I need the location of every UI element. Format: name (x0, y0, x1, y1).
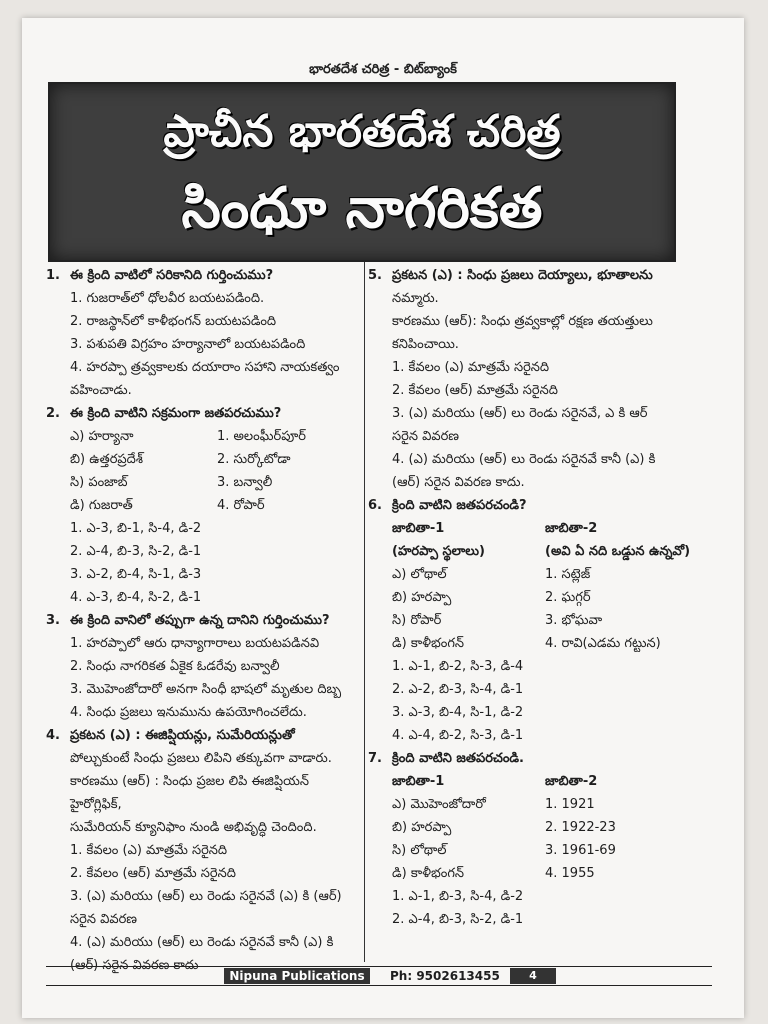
match-row (368, 563, 698, 586)
question-1 (46, 264, 364, 287)
left-column (46, 264, 364, 977)
match-right: 3. బన్వాలీ (217, 475, 273, 490)
option: 4. హరప్పా త్రవ్వకాలకు దయారాం సహాని నాయకత్వం (70, 360, 340, 375)
question-number: 5. (368, 268, 382, 283)
publisher-name: Nipuna Publications (224, 968, 370, 984)
question-text: క్రింది వాటిని జతపరచండి. (392, 751, 524, 766)
option: 4. (ఎ) మరియు (ఆర్) లు రెండు సరైనవే కానీ (ఎ) కి (70, 935, 334, 950)
option: 1. ఎ-3, బి-1, సి-4, డి-2 (70, 521, 202, 536)
option: 2. ఎ-4, బి-3, సి-2, డి-1 (392, 912, 524, 927)
column-divider (364, 262, 365, 962)
option-continuation: (ఆర్) సరైన వివరణ కాదు. (392, 475, 525, 490)
option: 1. ఎ-1, బి-2, సి-3, డి-4 (392, 659, 524, 674)
right-column (368, 264, 698, 931)
option-continuation: వహించాడు. (70, 383, 132, 398)
question-number: 2. (46, 406, 60, 421)
list-1-subheading: (హరప్పా స్థలాలు) (392, 544, 485, 559)
list-1-heading: జాబితా-1 (392, 521, 445, 536)
match-row (46, 425, 364, 448)
match-left: సి) పంజాబ్ (70, 475, 128, 490)
match-right: 2. ఘగ్గర్ (545, 590, 591, 605)
match-right: 3. 1961-69 (545, 843, 616, 858)
match-row (368, 816, 698, 839)
list-2-subheading: (అవి ఏ నది ఒడ్డున ఉన్నవో) (545, 544, 691, 559)
match-left: బి) ఉత్తరప్రదేశ్ (70, 452, 143, 467)
question-text: ప్రకటన (ఎ) : సింధు ప్రజలు దెయ్యాలు, భూతాలను (392, 268, 653, 283)
match-left: బి) హరప్పా (392, 590, 452, 605)
match-row (368, 793, 698, 816)
match-right: 2. సుర్కోటోడా (217, 452, 291, 467)
question-number: 3. (46, 613, 60, 628)
option: 1. కేవలం (ఎ) మాత్రమే సరైనది (70, 843, 228, 858)
option: 2. రాజస్థాన్‌లో కాళీభంగన్ బయటపడింది (70, 314, 277, 329)
match-right: 2. 1922-23 (545, 820, 616, 835)
list-2-heading: జాబితా-2 (545, 521, 598, 536)
question-3 (46, 609, 364, 632)
match-left: ఎ) మొహెంజోదారో (392, 797, 486, 812)
option: 2. సింధు నాగరికత ఏకైక ఓడరేవు బన్వాలీ (70, 659, 280, 674)
match-row (368, 862, 698, 885)
match-right: 4. రోపార్ (217, 498, 265, 513)
match-row (46, 448, 364, 471)
textbook-page (22, 18, 744, 1018)
option: 1. ఎ-1, బి-3, సి-4, డి-2 (392, 889, 524, 904)
match-right: 4. రావి(ఎడమ గట్టున) (545, 636, 661, 651)
phone-number: Ph: 9502613455 (390, 969, 500, 983)
question-text-line: కనిపించాయి. (392, 337, 459, 352)
match-row (368, 609, 698, 632)
match-left: ఎ) హర్యానా (70, 429, 134, 444)
question-text: ఈ క్రింది వానిలో తప్పుగా ఉన్న దానిని గుర్తించుము? (70, 613, 330, 628)
question-text-line: సుమేరియన్ క్యూనిఫాం నుండి అభివృద్ధి చెందింది. (70, 820, 317, 835)
question-5 (368, 264, 698, 287)
question-text: ఈ క్రింది వాటిని సక్రమంగా జతపరచుము? (70, 406, 282, 421)
option: 4. సింధు ప్రజలు ఇనుమును ఉపయోగించలేదు. (70, 705, 307, 720)
match-left: డి) గుజరాత్ (70, 498, 133, 513)
match-right: 1. అలంఘీర్‌పూర్ (217, 429, 306, 444)
question-text: ప్రకటన (ఎ) : ఈజిప్షియన్లు, సుమేరియన్లుతో (70, 728, 295, 743)
question-text-line: పోల్చుకుంటే సింధు ప్రజలు లిపిని తక్కువగా వాడారు. (70, 751, 332, 766)
question-number: 4. (46, 728, 60, 743)
page-number: 4 (510, 968, 556, 984)
match-left: డి) కాళీభంగన్ (392, 866, 465, 881)
match-left: డి) కాళీభంగన్ (392, 636, 465, 651)
option-continuation: (ఆర్) సరైన వివరణ కాదు (70, 958, 199, 973)
question-number: 1. (46, 268, 60, 283)
banner-subtitle: సింధూ నాగరికత (181, 176, 543, 241)
question-text-line: కారణము (ఆర్) : సింధు ప్రజల లిపి ఈజిప్షియన్ హైరోగ్లిఫిక్, (70, 774, 310, 812)
option: 1. కేవలం (ఎ) మాత్రమే సరైనది (392, 360, 550, 375)
question-6 (368, 494, 698, 517)
match-left: సి) రోపార్ (392, 613, 442, 628)
question-7 (368, 747, 698, 770)
question-text: ఈ క్రింది వాటిలో సరికానిది గుర్తించుము? (70, 268, 274, 283)
option: 1. హరప్పాలో ఆరు ధాన్యాగారాలు బయటపడినవి (70, 636, 320, 651)
match-row (46, 471, 364, 494)
match-left: ఎ) లోథాల్ (392, 567, 447, 582)
option: 1. గుజరాత్‌లో ధోలవీర బయటపడింది. (70, 291, 265, 306)
chapter-banner (48, 82, 676, 262)
match-left: బి) హరప్పా (392, 820, 452, 835)
banner-title: ప్రాచీన భారతదేశ చరిత్ర (163, 106, 561, 157)
list-2-heading: జాబితా-2 (545, 774, 598, 789)
option: 4. (ఎ) మరియు (ఆర్) లు రెండు సరైనవే కానీ (ఎ) కి (392, 452, 656, 467)
option: 4. ఎ-3, బి-4, సి-2, డి-1 (70, 590, 202, 605)
option: 2. కేవలం (ఆర్) మాత్రమే సరైనది (392, 383, 558, 398)
option: 2. ఎ-2, బి-3, సి-4, డి-1 (392, 682, 524, 697)
question-text: క్రింది వాటిని జతపరచండి? (392, 498, 527, 513)
match-right: 3. భోఘవా (545, 613, 603, 628)
option: 2. కేవలం (ఆర్) మాత్రమే సరైనది (70, 866, 236, 881)
match-right: 1. సట్లెజ్ (545, 567, 591, 582)
match-subheader (368, 540, 698, 563)
option-continuation: సరైన వివరణ (70, 912, 138, 927)
option: 2. ఎ-4, బి-3, సి-2, డి-1 (70, 544, 202, 559)
match-right: 1. 1921 (545, 797, 595, 812)
match-left: సి) లోథాల్ (392, 843, 447, 858)
match-row (368, 632, 698, 655)
match-row (46, 494, 364, 517)
option: 4. ఎ-4, బి-2, సి-3, డి-1 (392, 728, 524, 743)
option: 3. ఎ-3, బి-4, సి-1, డి-2 (392, 705, 524, 720)
match-row (368, 839, 698, 862)
match-header (368, 517, 698, 540)
question-text-line: కారణము (ఆర్): సింధు త్రవ్వకాల్లో రక్షణ తయత్తులు (392, 314, 653, 329)
match-header (368, 770, 698, 793)
question-4 (46, 724, 364, 747)
page-footer (46, 966, 712, 986)
question-2 (46, 402, 364, 425)
question-number: 6. (368, 498, 382, 513)
match-right: 4. 1955 (545, 866, 595, 881)
option: 3. (ఎ) మరియు (ఆర్) లు రెండు సరైనవే (ఎ) కి (ఆర్) (70, 889, 342, 904)
list-1-heading: జాబితా-1 (392, 774, 445, 789)
option: 3. మొహెంజోదారో అనగా సింధీ భాషలో మృతుల దిబ్బ (70, 682, 342, 697)
question-text-line: నమ్మారు. (392, 291, 439, 306)
option: 3. ఎ-2, బి-4, సి-1, డి-3 (70, 567, 202, 582)
option: 3. పశుపతి విగ్రహం హర్యానాలో బయటపడింది (70, 337, 306, 352)
question-number: 7. (368, 751, 382, 766)
option-continuation: సరైన వివరణ (392, 429, 460, 444)
match-row (368, 586, 698, 609)
running-title: భారతదేశ చరిత్ర - బిట్‌బ్యాంక్ (309, 62, 457, 77)
option: 3. (ఎ) మరియు (ఆర్) లు రెండు సరైనవే, ఎ కి ఆర్ (392, 406, 648, 421)
